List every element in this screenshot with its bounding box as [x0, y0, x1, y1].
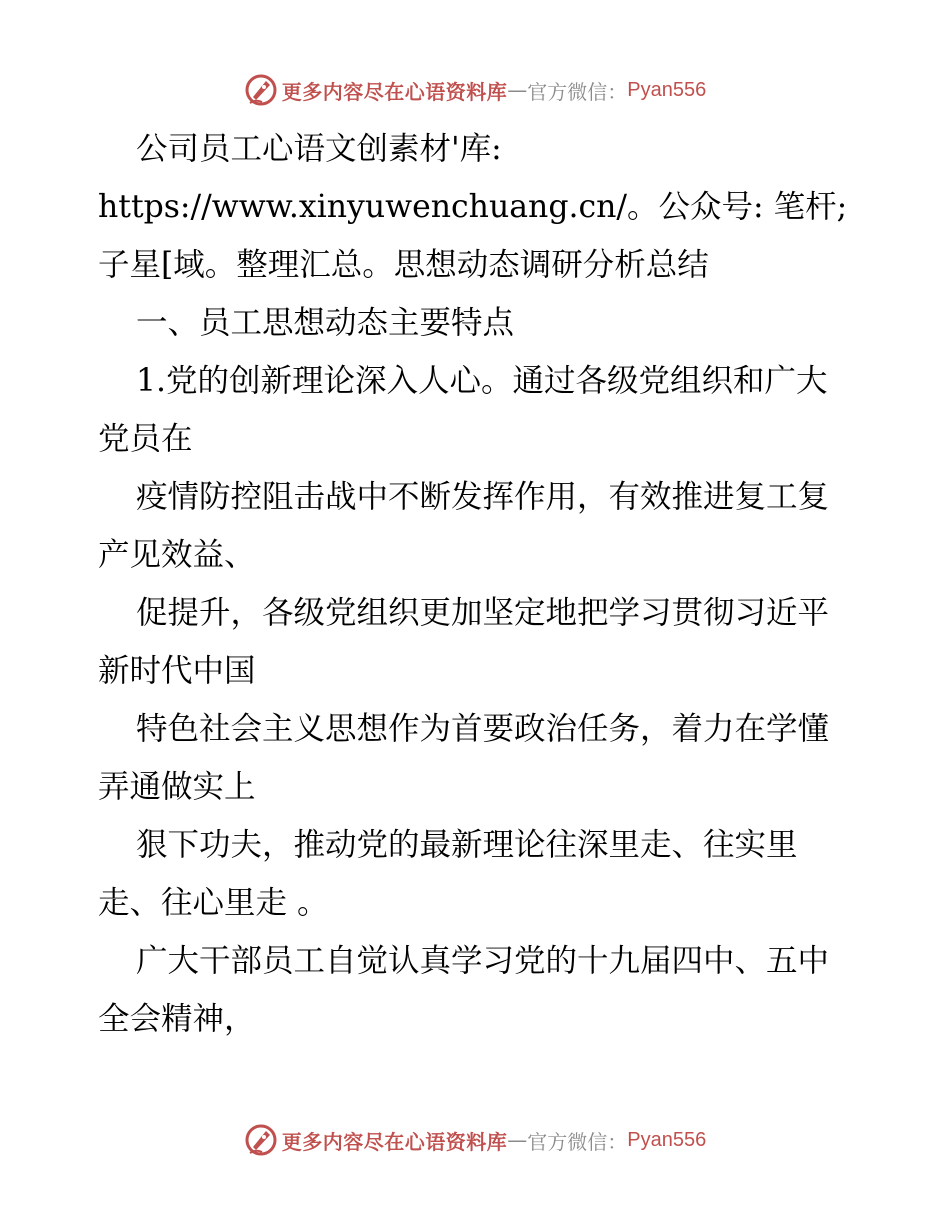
pen-nib-logo-icon	[244, 1123, 278, 1157]
paragraph: 广大干部员工自觉认真学习党的十九届四中、五中全会精神，	[98, 943, 830, 1037]
footer-banner	[0, 1120, 950, 1160]
document-body	[98, 120, 854, 1048]
paragraph-intro: 公司员工心语文创素材'库: https://www.xinyuwenchuang.cn/。公众号: 笔杆;子星[域。整理汇总。思想动态调研分析总结	[98, 131, 848, 283]
banner-wechat-label: 官方微信：	[527, 1129, 628, 1154]
paragraph: 疫情防控阻击战中不断发挥作用，有效推进复工复产见效益、	[98, 479, 830, 573]
banner-wechat-label: 官方微信：	[527, 79, 628, 104]
section-heading: 一、员工思想动态主要特点	[136, 305, 515, 341]
banner-separator: —	[507, 1128, 528, 1152]
banner-wechat-id: Pyan556	[627, 78, 707, 101]
banner-separator: —	[507, 78, 528, 102]
header-banner	[0, 70, 950, 110]
banner-main-text: 更多内容尽在心语资料库	[281, 79, 508, 104]
banner-main-text: 更多内容尽在心语资料库	[281, 1129, 508, 1154]
paragraph: 狠下功夫，推动党的最新理论往深里走、往实里走、往心里走 。	[98, 827, 798, 921]
paragraph: 1.党的创新理论深入人心。通过各级党组织和广大党员在	[98, 363, 828, 457]
paragraph: 特色社会主义思想作为首要政治任务，着力在学懂弄通做实上	[98, 711, 830, 805]
paragraph: 促提升，各级党组织更加坚定地把学习贯彻习近平新时代中国	[98, 595, 830, 689]
banner-wechat-id: Pyan556	[627, 1128, 707, 1151]
pen-nib-logo-icon	[244, 73, 278, 107]
